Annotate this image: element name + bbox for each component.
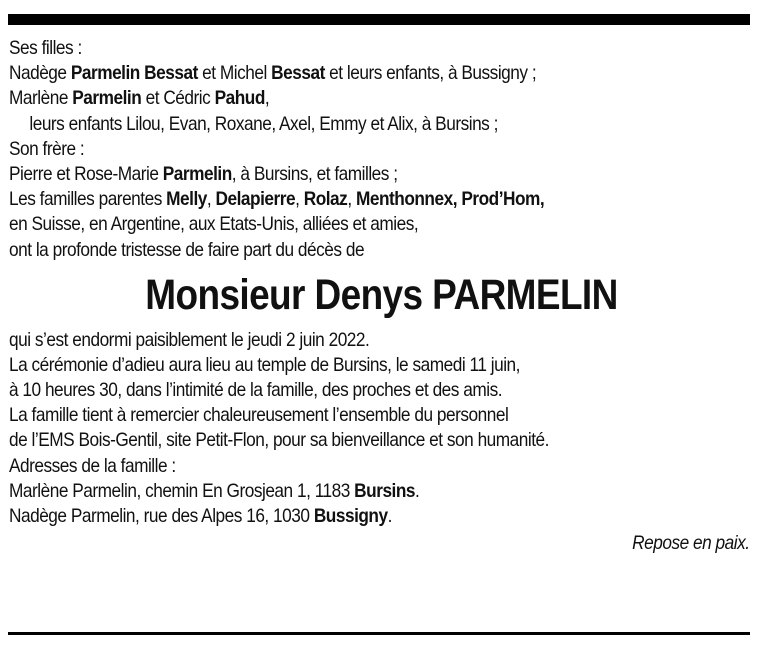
surname: Parmelin xyxy=(162,162,232,185)
body-line xyxy=(9,378,668,403)
punctuation: , xyxy=(264,87,270,110)
lead-text: Les familles parentes xyxy=(9,188,162,211)
punctuation: . xyxy=(387,505,392,527)
town-name: Bussigny xyxy=(313,505,388,527)
line-children xyxy=(9,112,668,137)
body-line xyxy=(9,353,668,378)
address-line xyxy=(9,504,668,529)
announce-text: ont la profonde tristesse de faire part du décès de xyxy=(9,238,365,261)
body-text: La cérémonie d’adieu aura lieu au temple de Bursins, le samedi 11 juin, xyxy=(9,353,520,376)
surname: Parmelin Bessat xyxy=(70,62,198,85)
death-notice xyxy=(9,36,754,556)
body-line xyxy=(9,428,668,453)
line-pierre xyxy=(9,162,668,187)
connector-text: et Cédric xyxy=(145,87,211,110)
addresses-heading xyxy=(9,454,668,479)
body-text: qui s’est endormi paisiblement le jeudi 2 juin 2022. xyxy=(9,328,370,351)
separator: , xyxy=(206,188,212,211)
family-name: Menthonnex, xyxy=(355,188,458,211)
body-line xyxy=(9,328,668,353)
family-name: Prod’Hom, xyxy=(461,188,545,211)
address-text: Marlène Parmelin, chemin En Grosjean 1, 1183 xyxy=(9,479,350,502)
daughters-heading-text: Ses filles : xyxy=(9,37,82,59)
surname: Parmelin xyxy=(72,87,142,110)
rest-text: , à Bursins, et familles ; xyxy=(231,162,398,185)
closing-phrase: Repose en paix. xyxy=(632,532,750,555)
line-families xyxy=(9,187,668,212)
deceased-name: Monsieur Denys PARMELIN xyxy=(145,270,618,319)
separator: , xyxy=(295,188,300,211)
line-announce xyxy=(9,238,668,263)
first-name: Pierre et Rose-Marie xyxy=(9,162,159,185)
body-line xyxy=(9,403,668,428)
separator: , xyxy=(347,188,352,211)
address-text: Nadège Parmelin, rue des Alpes 16, 1030 xyxy=(9,505,310,527)
line-nadege xyxy=(9,61,668,86)
surname: Bessat xyxy=(271,62,325,85)
top-rule xyxy=(8,14,750,25)
countries-text: en Suisse, en Argentine, aux Etats-Unis, alliées et amies, xyxy=(9,213,419,236)
daughters-heading xyxy=(9,36,668,61)
first-name: Marlène xyxy=(9,87,68,110)
body-text: à 10 heures 30, dans l’intimité de la famille, des proches et des amis. xyxy=(9,379,503,402)
addresses-heading-text: Adresses de la famille : xyxy=(9,454,176,477)
family-name: Delapierre xyxy=(215,188,296,211)
address-line xyxy=(9,479,668,504)
bottom-rule xyxy=(8,632,750,635)
family-name: Rolaz xyxy=(303,188,348,211)
body-text: La famille tient à remercier chaleureusement l’ensemble du personnel xyxy=(9,404,509,427)
line-marlene xyxy=(9,86,668,111)
first-name: Nadège xyxy=(9,62,67,85)
children-text: leurs enfants Lilou, Evan, Roxane, Axel, Emmy et Alix, à Bursins ; xyxy=(29,112,498,135)
brother-heading xyxy=(9,137,668,162)
connector-text: et Michel xyxy=(202,62,267,85)
town-name: Bursins xyxy=(354,479,416,502)
line-countries xyxy=(9,212,668,237)
rest-text: et leurs enfants, à Bussigny ; xyxy=(329,62,537,85)
punctuation: . xyxy=(415,479,420,502)
body-text: de l’EMS Bois-Gentil, site Petit-Flon, pour sa bienveillance et son humanité. xyxy=(9,429,549,452)
surname: Pahud xyxy=(214,87,265,110)
brother-heading-text: Son frère : xyxy=(9,137,85,160)
family-name: Melly xyxy=(166,188,207,211)
